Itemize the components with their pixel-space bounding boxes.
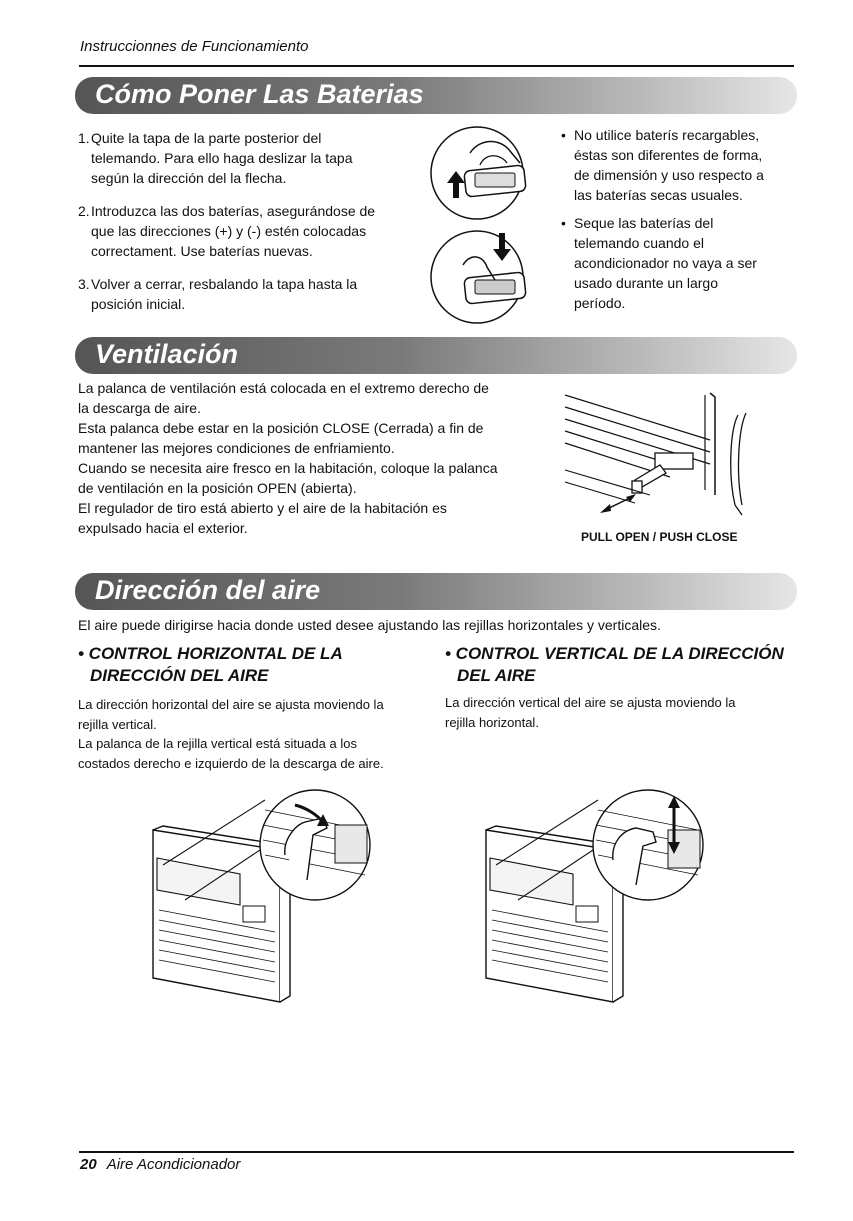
vertical-control-text: La dirección vertical del aire se ajusta moviendo la rejilla horizontal. [445,695,736,730]
ventilation-text: La palanca de ventilación está colocada en el extremo derecho de la descarga de aire. Esta palanca debe estar en la posición CLOSE (Cerrada) a fin de mantener las mejores condiciones de enfriamiento. Cuando se necesita aire fresco en la habitación, coloque la palanca de ventilación en la posición OPEN (abierta). El regulador de tiro está abierto y el aire de la habitación es expulsado hacia el exterior. [78,380,498,536]
ac-unit-vertical-illustration [478,780,708,1005]
ac-unit-horizontal-illustration [145,780,375,1005]
header-rule [79,65,794,67]
remote-insert-illustration [425,225,550,330]
horizontal-control-text: La dirección horizontal del aire se ajusta moviendo la rejilla vertical. La palanca de la rejilla vertical está situada a los costados derecho e izquierdo de la descarga de aire. [78,697,384,771]
section-title-direccion: Dirección del aire [95,575,321,605]
battery-step-3: 3. Volver a cerrar, resbalando la tapa hasta la posición inicial. [78,276,358,312]
page-footer [80,1156,240,1173]
section-banner-baterias [75,77,797,114]
battery-steps [78,128,423,327]
footer-title: Aire Acondicionador [106,1156,241,1173]
battery-step-2: 2. Introduzca las dos baterías, asegurándose de que las direcciones (+) y (-) estén colocadas correctament. Use baterías nuevas. [78,203,376,259]
section-banner-direccion [75,573,797,610]
page-number: 20 [80,1156,97,1173]
battery-notes [561,125,801,321]
section-title-baterias: Cómo Poner Las Baterias [95,79,424,109]
direction-intro: El aire puede dirigirse hacia donde usted desee ajustando las rejillas horizontales y verticales. [78,617,661,633]
ventilation-lever-illustration [560,385,760,525]
remote-open-illustration [425,123,550,223]
battery-note-1: • No utilice baterís recargables, éstas son diferentes de forma, de dimensión y uso respecto a las baterías secas usuales. [561,125,801,205]
section-banner-ventilacion [75,337,797,374]
horizontal-control [78,643,428,773]
page-header-title: Instruccionnes de Funcionamiento [80,38,309,55]
horizontal-control-heading: • CONTROL HORIZONTAL DE LA DIRECCIÓN DEL AIRE [78,644,343,685]
vertical-control-heading: • CONTROL VERTICAL DE LA DIRECCIÓN DEL AIRE [445,644,784,685]
section-title-ventilacion: Ventilación [95,339,239,369]
battery-note-2: • Seque las baterías del telemando cuando el acondicionador no vaya a ser usado durante un largo período. [561,213,801,313]
battery-step-1: 1. Quite la tapa de la parte posterior del telemando. Para ello haga deslizar la tapa según la dirección del la flecha. [78,130,353,186]
vertical-control [445,643,795,732]
ventilation-caption: PULL OPEN / PUSH CLOSE [581,530,738,544]
footer-rule [79,1151,794,1153]
